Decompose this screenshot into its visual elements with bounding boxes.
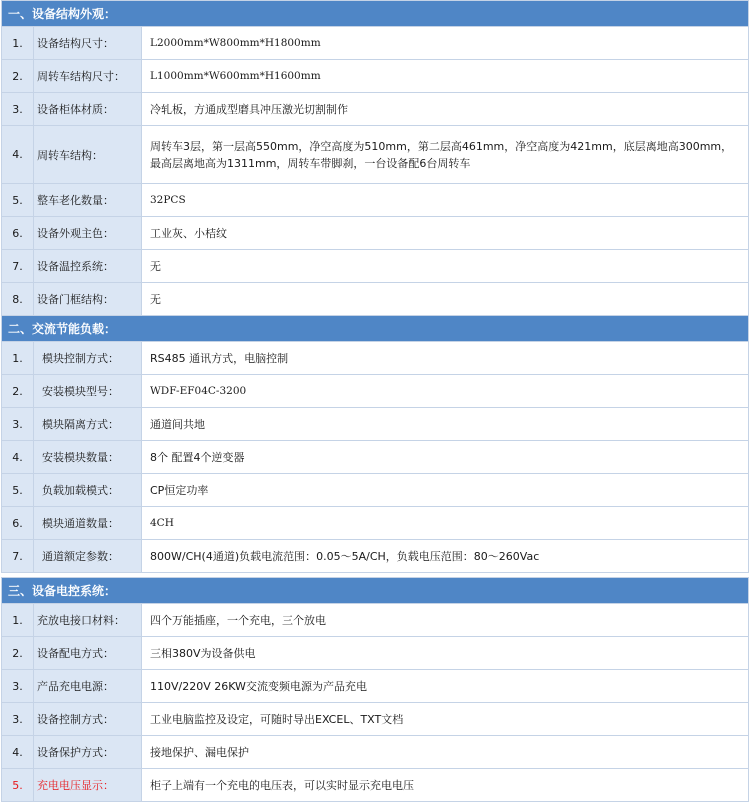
row-label: 安装模块型号： — [34, 375, 142, 408]
row-number: 3. — [2, 670, 34, 703]
row-label: 设备结构尺寸： — [34, 27, 142, 60]
row-label: 模块通道数量： — [34, 507, 142, 540]
row-number: 3. — [2, 703, 34, 736]
row-value: 无 — [142, 283, 749, 316]
section-header-structure — [2, 1, 749, 27]
row-value: 工业灰、小桔纹 — [142, 217, 749, 250]
spec-sheet — [1, 0, 749, 802]
row-label: 设备保护方式： — [34, 736, 142, 769]
table-row — [2, 184, 749, 217]
table-row — [2, 342, 749, 375]
row-label: 充电电压显示： — [34, 769, 142, 802]
row-value: 三相380V为设备供电 — [142, 637, 749, 670]
table-row — [2, 507, 749, 540]
table-row — [2, 474, 749, 507]
table-row — [2, 703, 749, 736]
row-number: 1. — [2, 27, 34, 60]
table-row — [2, 441, 749, 474]
row-value: L2000mm*W800mm*H1800mm — [142, 27, 749, 60]
row-value: 8个 配置4个逆变器 — [142, 441, 749, 474]
row-number: 4. — [2, 126, 34, 184]
row-label: 通道额定参数： — [34, 540, 142, 573]
table-row — [2, 375, 749, 408]
table-row — [2, 27, 749, 60]
row-label: 产品充电电源： — [34, 670, 142, 703]
row-number: 3. — [2, 93, 34, 126]
row-value: 冷轧板，方通成型磨具冲压激光切割制作 — [142, 93, 749, 126]
row-value: 四个万能插座，一个充电，三个放电 — [142, 604, 749, 637]
row-number: 8. — [2, 283, 34, 316]
row-number: 4. — [2, 736, 34, 769]
row-number: 3. — [2, 408, 34, 441]
table-row — [2, 670, 749, 703]
row-value: 柜子上端有一个充电的电压表，可以实时显示充电电压 — [142, 769, 749, 802]
row-number: 5. — [2, 769, 34, 802]
row-number: 2. — [2, 637, 34, 670]
row-number: 7. — [2, 540, 34, 573]
row-number: 5. — [2, 184, 34, 217]
row-number: 6. — [2, 507, 34, 540]
row-value: 800W/CH(4通道)负载电流范围：0.05～5A/CH，负载电压范围：80～260Vac — [142, 540, 749, 573]
row-label: 设备配电方式： — [34, 637, 142, 670]
table-row — [2, 250, 749, 283]
row-label: 周转车结构： — [34, 126, 142, 184]
table-row — [2, 217, 749, 250]
row-label: 模块隔离方式： — [34, 408, 142, 441]
section-title: 一、设备结构外观： — [2, 1, 749, 27]
row-value: CP恒定功率 — [142, 474, 749, 507]
row-number: 7. — [2, 250, 34, 283]
row-label: 负载加载模式： — [34, 474, 142, 507]
row-value: 接地保护、漏电保护 — [142, 736, 749, 769]
row-number: 4. — [2, 441, 34, 474]
row-label: 安装模块数量： — [34, 441, 142, 474]
row-label: 设备门框结构： — [34, 283, 142, 316]
row-label: 设备温控系统： — [34, 250, 142, 283]
table-row — [2, 126, 749, 184]
section-header-ac-load — [2, 316, 749, 342]
table-row — [2, 283, 749, 316]
table-row — [2, 769, 749, 802]
row-value: 32PCS — [142, 184, 749, 217]
row-value: 工业电脑监控及设定，可随时导出EXCEL、TXT文档 — [142, 703, 749, 736]
row-value: L1000mm*W600mm*H1600mm — [142, 60, 749, 93]
row-value: 通道间共地 — [142, 408, 749, 441]
section-header-electrical — [2, 578, 749, 604]
row-number: 1. — [2, 342, 34, 375]
row-value: 4CH — [142, 507, 749, 540]
row-number: 5. — [2, 474, 34, 507]
row-label: 设备柜体材质： — [34, 93, 142, 126]
table-row — [2, 637, 749, 670]
section-title: 三、设备电控系统： — [2, 578, 749, 604]
row-label: 模块控制方式： — [34, 342, 142, 375]
row-label: 设备外观主色： — [34, 217, 142, 250]
table-row — [2, 60, 749, 93]
row-value: 110V/220V 26KW交流变频电源为产品充电 — [142, 670, 749, 703]
row-number: 2. — [2, 60, 34, 93]
section-title: 二、交流节能负载： — [2, 316, 749, 342]
row-value: WDF-EF04C-3200 — [142, 375, 749, 408]
row-label: 周转车结构尺寸： — [34, 60, 142, 93]
row-label: 充放电接口材料： — [34, 604, 142, 637]
row-value: RS485 通讯方式，电脑控制 — [142, 342, 749, 375]
table-row — [2, 540, 749, 573]
row-number: 1. — [2, 604, 34, 637]
row-number: 2. — [2, 375, 34, 408]
row-label: 整车老化数量： — [34, 184, 142, 217]
table-row — [2, 604, 749, 637]
row-number: 6. — [2, 217, 34, 250]
row-value: 无 — [142, 250, 749, 283]
table-row — [2, 736, 749, 769]
row-label: 设备控制方式： — [34, 703, 142, 736]
table-row — [2, 93, 749, 126]
spec-table — [1, 0, 749, 802]
row-value: 周转车3层，第一层高550mm，净空高度为510mm，第二层高461mm，净空高度为421mm，底层离地高300mm，最高层离地高为1311mm，周转车带脚刹，一台设备配6台周转车 — [142, 126, 749, 184]
table-row — [2, 408, 749, 441]
